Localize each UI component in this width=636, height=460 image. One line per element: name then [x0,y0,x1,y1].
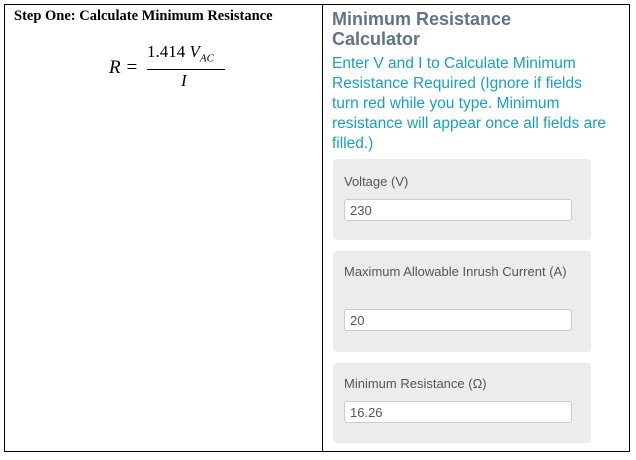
resistance-formula [109,42,249,102]
content-table [4,4,630,452]
minimum-resistance-output[interactable] [344,401,572,423]
voltage-input[interactable] [344,199,572,221]
voltage-card [333,159,591,240]
formula-voltage-var: V [189,42,200,61]
calculator-title: Minimum Resistance Calculator [332,9,512,49]
calculator-panel [323,5,629,451]
formula-constant: 1.414 [147,42,190,61]
formula-lhs: R = [109,57,139,78]
fraction-bar [147,69,225,70]
minimum-resistance-label: Minimum Resistance (Ω) [344,376,487,391]
inrush-current-label: Maximum Allowable Inrush Current (A) [344,264,567,279]
minimum-resistance-card [333,363,591,443]
voltage-label: Voltage (V) [344,174,409,189]
step-one-heading: Step One: Calculate Minimum Resistance [14,8,273,24]
formula-numerator [147,42,214,64]
formula-voltage-subscript: AC [199,52,214,65]
inrush-current-card [333,251,591,352]
inrush-current-input[interactable] [344,309,572,331]
formula-denominator: I [181,71,187,90]
calculator-description: Enter V and I to Calculate Minimum Resistance Required (Ignore if fields turn red while you type. Minimum resistance will appear once all fields are filled.) [332,55,606,152]
